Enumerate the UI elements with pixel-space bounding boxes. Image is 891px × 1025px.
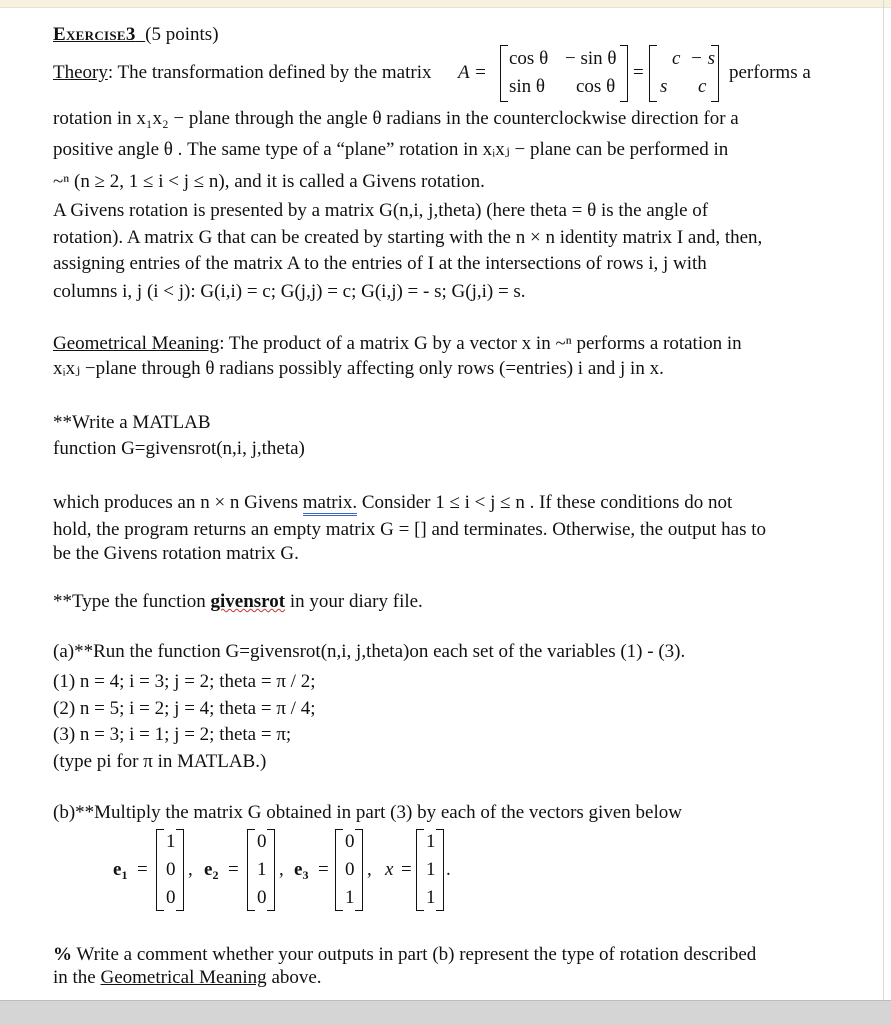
e3-equals: = — [318, 859, 329, 880]
equals-sign: = — [633, 62, 644, 83]
e2-subscript: 2 — [212, 868, 219, 882]
top-divider — [0, 7, 891, 8]
vector-x — [416, 829, 444, 911]
produces-text-a: which produces an n × n Givens — [53, 492, 303, 513]
exercise-points: (5 points) — [145, 24, 219, 45]
matrix-cell-c2: c — [698, 76, 707, 97]
theory-line-6: rotation). A matrix G that can be created by starting with the n × n identity matrix I and, then, — [53, 227, 763, 248]
type-function-line — [53, 591, 423, 613]
e2-equals: = — [228, 859, 239, 880]
matrix-word: matrix. — [303, 492, 357, 516]
geometry-line-1-text: : The product of a matrix G by a vector x in ~ⁿ performs a rotation in — [219, 333, 742, 354]
theory-intro-text: : The transformation defined by the matrix — [107, 62, 432, 83]
matrix-cell-cos2: cos θ — [576, 76, 616, 97]
matrix-a-lhs: A = — [458, 62, 487, 83]
be-line: be the Givens rotation matrix G. — [53, 543, 299, 564]
matrix-cell-neg-sin: − sin θ — [565, 48, 617, 69]
e3-entry-3: 1 — [345, 887, 355, 908]
geometry-reference: Geometrical Meaning — [100, 967, 267, 988]
geometry-line-2: xᵢxⱼ −plane through θ radians possibly affecting only rows (=entries) i and j in x. — [53, 358, 664, 379]
e3-comma: , — [367, 859, 372, 880]
part-a-set-3: (3) n = 3; i = 1; j = 2; theta = π; — [53, 724, 292, 745]
page-right-edge — [883, 0, 884, 1000]
x-entry-2: 1 — [426, 859, 436, 880]
e2-entry-3: 0 — [257, 887, 267, 908]
produces-line — [53, 492, 732, 514]
e2-entry-1: 0 — [257, 831, 267, 852]
x-entry-3: 1 — [426, 887, 436, 908]
matrix-cell-sin: sin θ — [509, 76, 546, 97]
part-a-note: (type pi for π in MATLAB.) — [53, 751, 267, 772]
exercise-title: Exercise3 — [53, 24, 136, 45]
function-signature: function G=givensrot(n,i, j,theta) — [53, 438, 305, 459]
geometry-line-1 — [53, 333, 742, 355]
e1-label — [113, 859, 127, 886]
geometry-label: Geometrical Meaning — [53, 333, 220, 354]
e1-equals: = — [137, 859, 148, 880]
percent-marker: % — [53, 944, 72, 965]
theory-line-5: A Givens rotation is presented by a matrix G(n,i, j,theta) (here theta = θ is the angle of — [53, 200, 709, 221]
e1-subscript: 1 — [121, 868, 128, 882]
e3-letter: e — [294, 859, 303, 880]
part-a-set-2: (2) n = 5; i = 2; j = 4; theta = π / 4; — [53, 698, 316, 719]
window-bottom-bar — [0, 1000, 891, 1025]
e3-entry-2: 0 — [345, 859, 355, 880]
hold-line: hold, the program returns an empty matrix G = [] and terminates. Otherwise, the output has to — [53, 519, 767, 540]
x-period: . — [446, 859, 451, 880]
comment-text-b: above. — [266, 967, 322, 988]
exercise-heading — [53, 24, 219, 46]
vector-e3 — [335, 829, 363, 911]
rotation-matrix-cs — [649, 45, 719, 102]
e3-entry-1: 0 — [345, 831, 355, 852]
x-equals: = — [401, 859, 412, 880]
e1-entry-3: 0 — [166, 887, 176, 908]
e3-subscript: 3 — [302, 868, 309, 882]
window-top-strip — [0, 0, 891, 7]
e2-comma: , — [279, 859, 284, 880]
comment-text-a: in the — [53, 967, 101, 988]
e1-entry-2: 0 — [166, 859, 176, 880]
type-text-b: in your diary file. — [285, 591, 423, 612]
givensrot-word: givensrot — [210, 591, 286, 612]
matrix-cell-s: s — [660, 76, 668, 97]
theory-line-2: rotation in x₁x₂ − plane through the angle θ radians in the counterclockwise direction for a — [53, 108, 739, 129]
e2-entry-2: 1 — [257, 859, 267, 880]
theory-line-8: columns i, j (i < j): G(i,i) = c; G(j,j) = c; G(i,j) = - s; G(j,i) = s. — [53, 281, 526, 302]
theory-label: Theory — [53, 62, 108, 83]
e3-label — [294, 859, 308, 886]
e1-comma: , — [188, 859, 193, 880]
performs-text: performs a — [729, 62, 811, 83]
write-matlab-text: **Write a MATLAB — [53, 412, 211, 433]
e1-entry-1: 1 — [166, 831, 176, 852]
matrix-cell-neg-s: − s — [690, 48, 715, 69]
theory-intro — [53, 62, 432, 84]
x-label: x — [385, 859, 394, 880]
part-b-text: (b)**Multiply the matrix G obtained in part (3) by each of the vectors given below — [53, 802, 682, 823]
vector-e2 — [247, 829, 275, 911]
comment-line-2 — [53, 967, 322, 989]
type-text-a: **Type the function — [53, 591, 211, 612]
theory-line-4: ~ⁿ (n ≥ 2, 1 ≤ i < j ≤ n), and it is called a Givens rotation. — [53, 171, 485, 192]
part-a-set-1: (1) n = 4; i = 3; j = 2; theta = π / 2; — [53, 671, 316, 692]
theory-line-3: positive angle θ . The same type of a “plane” rotation in xᵢxⱼ − plane can be performed in — [53, 139, 729, 160]
x-entry-1: 1 — [426, 831, 436, 852]
theory-line-7: assigning entries of the matrix A to the entries of I at the intersections of rows i, j with — [53, 253, 707, 274]
e1-letter: e — [113, 859, 122, 880]
matrix-cell-cos: cos θ — [509, 48, 549, 69]
rotation-matrix-trig — [500, 45, 628, 102]
e2-letter: e — [204, 859, 213, 880]
produces-text-b: Consider 1 ≤ i < j ≤ n . If these conditions do not — [357, 492, 733, 513]
part-a-run: (a)**Run the function G=givensrot(n,i, j,theta)on each set of the variables (1) - (3). — [53, 641, 686, 662]
matrix-cell-c: c — [672, 48, 681, 69]
e2-label — [204, 859, 218, 886]
comment-line-1: % Write a comment whether your outputs in part (b) represent the type of rotation described — [53, 944, 757, 965]
vector-e1 — [156, 829, 184, 911]
